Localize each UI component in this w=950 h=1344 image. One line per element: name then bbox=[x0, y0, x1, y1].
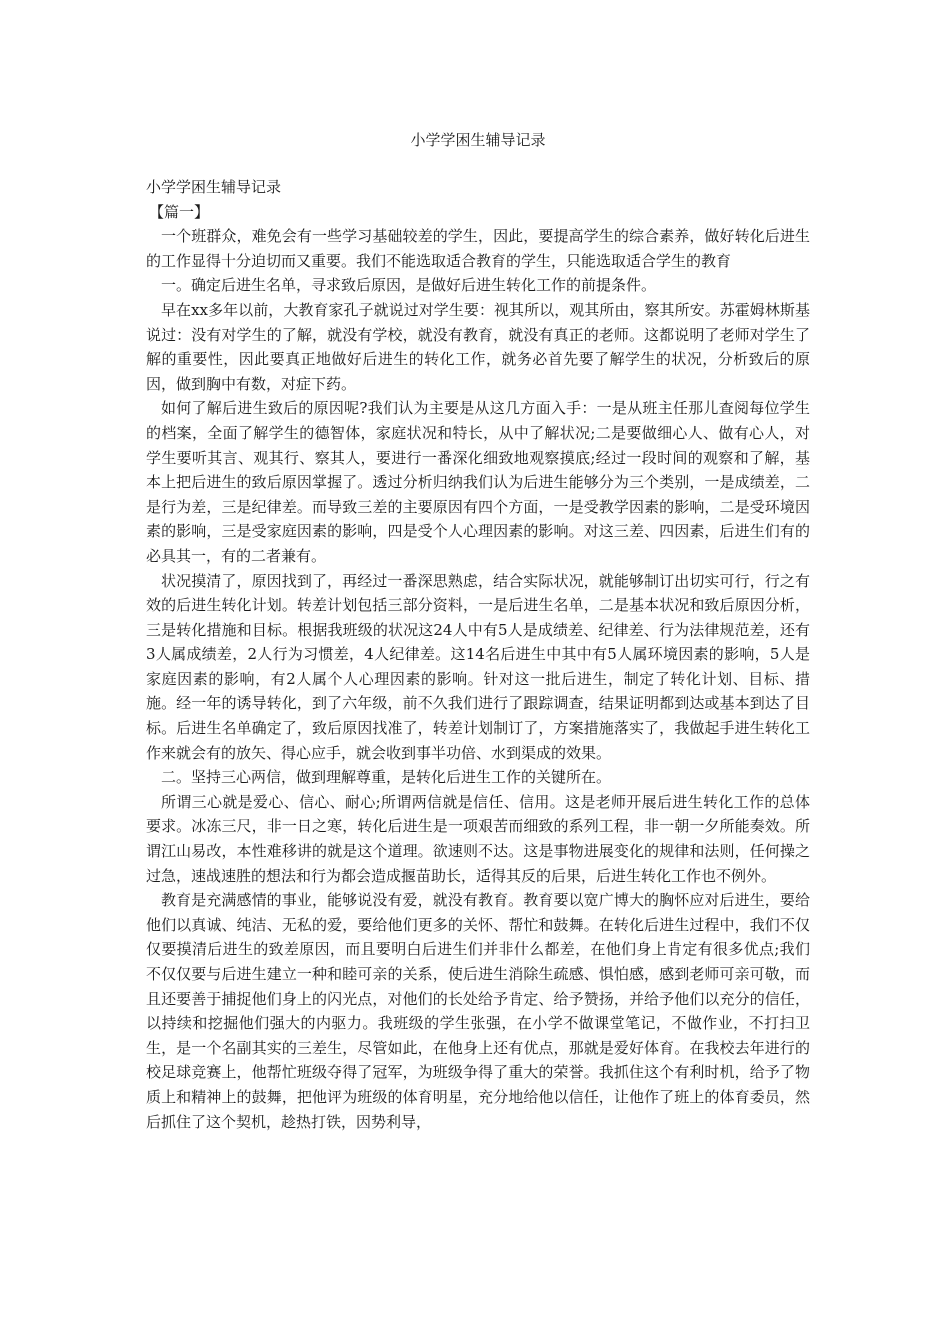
document-subtitle: 小学学困生辅导记录 bbox=[146, 178, 282, 196]
paragraph: 所谓三心就是爱心、信心、耐心;所谓两信就是信任、信用。这是老师开展后进生转化工作的总体要求。冰冻三尺，非一日之寒，转化后进生是一项艰苦而细致的系列工程，非一朝一夕所能奏效。所谓江山易改，本性难移讲的就是这个道理。欲速则不达。这是事物进展变化的规律和法则，任何操之过急，速战速胜的想法和行为都会造成揠苗助长，适得其反的后果，后进生转化工作也不例外。 bbox=[146, 792, 810, 885]
paragraph: 状况摸清了，原因找到了，再经过一番深思熟虑，结合实际状况，就能够制订出切实可行，行之有效的后进生转化计划。转差计划包括三部分资料，一是后进生名单，二是基本状况和致后原因分析，三是转化措施和目标。根据我班级的状况这24人中有5人是成绩差、纪律差、行为法律规范差，还有3人属成绩差，2人行为习惯差，4人纪律差。这14名后进生中其中有5人属环境因素的影响，5人是家庭因素的影响，有2人属个人心理因素的影响。针对这一批后进生，制定了转化计划、目标、措施。经一年的诱导转化，到了六年级，前不久我们进行了跟踪调查，结果证明都到达或基本到达了目标。后进生名单确定了，致后原因找准了，转差计划制订了，方案措施落实了，我做起手进生转化工作来就会有的放矢、得心应手，就会收到事半功倍、水到渠成的效果。 bbox=[146, 571, 810, 762]
paragraph: 一。确定后进生名单，寻求致后原因，是做好后进生转化工作的前提条件。 bbox=[161, 276, 657, 295]
paragraph: 二。坚持三心两信，做到理解尊重，是转化后进生工作的关键所在。 bbox=[161, 768, 612, 787]
paragraph: 如何了解后进生致后的原因呢?我们认为主要是从这几方面入手：一是从班主任那儿查阅每位学生的档案，全面了解学生的德智体，家庭状况和特长，从中了解状况;二是要做细心人、做有心人，对学生要听其言、观其行、察其人，要进行一番深化细致地观察摸底;经过一段时间的观察和了解，基本上把后进生的致后原因掌握了。透过分析归纳我们认为后进生能够分为三个类别，一是成绩差，二是行为差，三是纪律差。而导致三差的主要原因有四个方面，一是受教学因素的影响，二是受环境因素的影响，三是受家庭因素的影响，四是受个人心理因素的影响。对这三差、四因素，后进生们有的必具其一，有的二者兼有。 bbox=[146, 399, 810, 565]
document-body bbox=[146, 175, 810, 1134]
section-label: 【篇一】 bbox=[149, 202, 210, 221]
document-title: 小学学困生辅导记录 bbox=[410, 131, 546, 149]
paragraph: 教育是充满感情的事业，能够说没有爱，就没有教育。教育要以宽广博大的胸怀应对后进生，要给他们以真诚、纯洁、无私的爱，要给他们更多的关怀、帮忙和鼓舞。在转化后进生过程中，我们不仅仅要摸清后进生的致差原因，而且要明白后进生们并非什么都差，在他们身上肯定有很多优点;我们不仅仅要与后进生建立一种和睦可亲的关系，使后进生消除生疏感、惧怕感，感到老师可亲可敬，而且还要善于捕捉他们身上的闪光点，对他们的长处给予肯定、给予赞扬，并给予他们以充分的信任，以持续和挖掘他们强大的内驱力。我班级的学生张强，在小学不做课堂笔记，不做作业，不打扫卫生，是一个名副其实的三差生，尽管如此，在他身上还有优点，那就是爱好体育。在我校去年进行的校足球竞赛上，他帮忙班级夺得了冠军，为班级争得了重大的荣誉。我抓住这个有利时机，给予了物质上和精神上的鼓舞，把他评为班级的体育明星，充分地给他以信任，让他作了班上的体育委员，然后抓住了这个契机，趁热打铁，因势利导， bbox=[146, 891, 810, 1131]
paragraph: 一个班群众，难免会有一些学习基础较差的学生，因此，要提高学生的综合素养，做好转化后进生的工作显得十分迫切而又重要。我们不能选取适合教育的学生，只能选取适合学生的教育 bbox=[146, 227, 810, 270]
paragraph: 早在xx多年以前，大教育家孔子就说过对学生要：视其所以，观其所由，察其所安。苏霍姆林斯基说过：没有对学生的了解，就没有学校，就没有教育，就没有真正的老师。这都说明了老师对学生了解的重要性，因此要真正地做好后进生的转化工作，就务必首先要了解学生的状况，分析致后的原因，做到胸中有数，对症下药。 bbox=[146, 300, 810, 393]
